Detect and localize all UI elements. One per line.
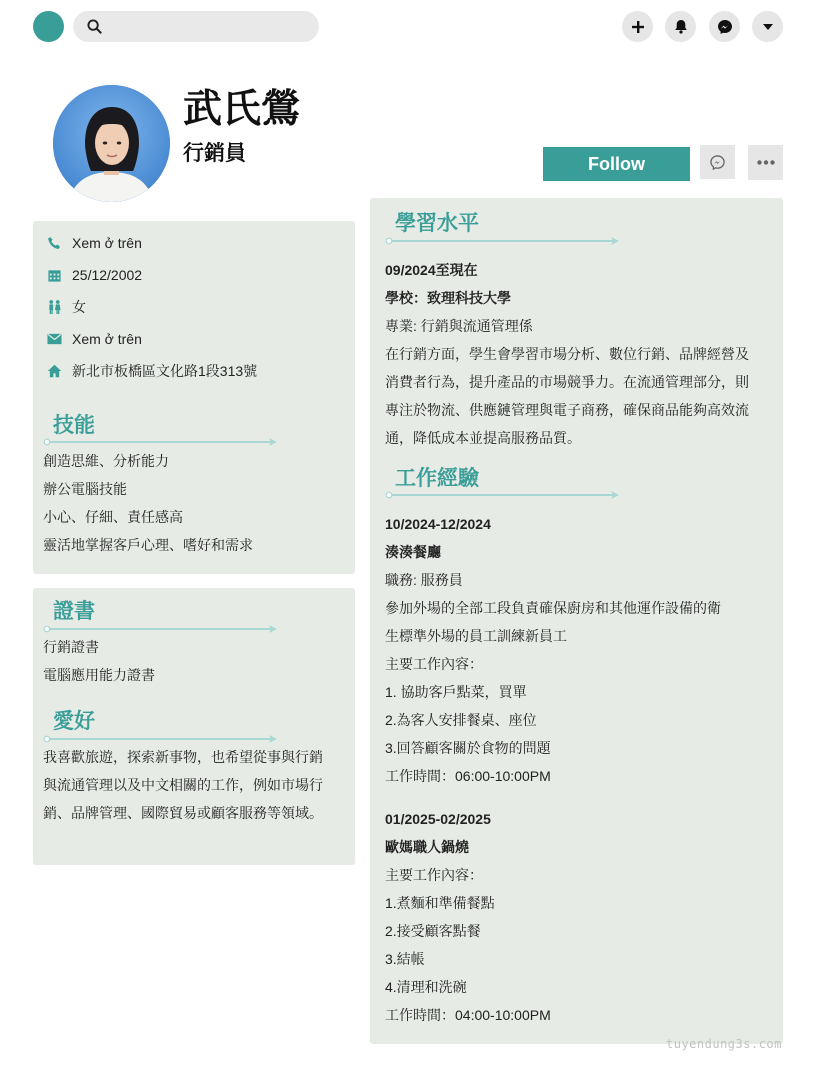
job-line: 職務: 服務員	[385, 572, 463, 588]
hobbies-text: 我喜歡旅遊，探索新事物，也希望從事與行銷與流通管理以及中文相關的工作，例如市場行銷、品牌管理、國際貿易或顧客服務等領域。	[43, 749, 323, 821]
profile-photo	[53, 85, 170, 202]
job-line: 2.為客人安排餐桌、座位	[385, 712, 537, 728]
notifications-button[interactable]	[665, 11, 696, 42]
avatar	[53, 85, 170, 202]
account-menu-button[interactable]	[752, 11, 783, 42]
contact-birthday	[47, 264, 142, 286]
follow-button[interactable]: Follow	[543, 147, 690, 181]
messenger-icon	[710, 155, 725, 170]
gender-icon	[47, 299, 62, 315]
contact-address	[47, 360, 257, 382]
job-company: 歐媽職人鍋燒	[385, 839, 469, 855]
job-line: 1. 協助客戶點菜，買單	[385, 684, 527, 700]
job-line: 3.回答顧客關於食物的問題	[385, 740, 551, 756]
education-experience-panel	[370, 198, 783, 1044]
search-icon	[87, 19, 102, 34]
contact-text: 女	[72, 299, 86, 315]
section-divider	[43, 437, 283, 447]
certificate-item: 電腦應用能力證書	[43, 667, 155, 683]
mail-icon	[47, 333, 62, 345]
plus-icon	[631, 20, 645, 34]
section-divider	[385, 490, 625, 500]
skill-item: 小心、仔細、責任感高	[43, 509, 183, 525]
more-options-button[interactable]	[748, 145, 783, 180]
home-icon	[47, 364, 62, 378]
job-line: 4.清理和洗碗	[385, 979, 467, 995]
certificates-heading: 證書	[53, 600, 95, 623]
education-description: 在行銷方面，學生會學習市場分析、數位行銷、品牌經營及消費者行為，提升產品的市場競爭力。在流通管理部分，則專注於物流、供應鏈管理與電子商務，確保商品能夠高效流通，降低成本並提高服務品質。	[385, 346, 749, 446]
job-line: 主要工作內容：	[385, 867, 483, 883]
job-line: 3.結帳	[385, 951, 425, 967]
logo[interactable]	[33, 11, 64, 42]
message-button[interactable]	[700, 145, 735, 179]
contact-text: Xem ở trên	[72, 235, 142, 251]
create-button[interactable]	[622, 11, 653, 42]
job-line: 2.接受顧客點餐	[385, 923, 481, 939]
profile-title: 行銷員	[183, 142, 246, 165]
skill-item: 靈活地掌握客戶心理、嗜好和需求	[43, 537, 253, 553]
more-icon	[757, 160, 775, 165]
job-company: 湊湊餐廳	[385, 544, 441, 560]
contact-text: 25/12/2002	[72, 267, 143, 283]
phone-icon	[47, 236, 62, 251]
hobbies-heading: 愛好	[53, 710, 95, 733]
skill-item: 辦公電腦技能	[43, 481, 127, 497]
job-line: 參加外場的全部工段負責確保廚房和其他運作設備的衛	[385, 600, 721, 616]
education-school: 學校：致理科技大學	[385, 290, 511, 306]
education-heading: 學習水平	[395, 212, 479, 235]
certificate-item: 行銷證書	[43, 639, 99, 655]
messenger-icon	[717, 19, 733, 35]
section-divider	[385, 236, 625, 246]
job-line: 工作時間：06:00-10:00PM	[385, 768, 551, 784]
calendar-icon	[47, 268, 62, 283]
job-line: 生標準外場的員工訓練新員工	[385, 628, 567, 644]
bell-icon	[674, 19, 688, 34]
contact-text: 新北市板橋區文化路1段313號	[72, 363, 258, 379]
education-major: 專業: 行銷與流通管理係	[385, 318, 533, 334]
skills-heading: 技能	[53, 414, 95, 437]
caret-down-icon	[762, 23, 774, 31]
job-line: 1.煮麵和準備餐點	[385, 895, 495, 911]
job-line: 主要工作內容：	[385, 656, 483, 672]
contact-text: Xem ở trên	[72, 331, 142, 347]
job-period: 10/2024-12/2024	[385, 516, 491, 532]
contact-phone	[47, 232, 142, 254]
contact-email	[47, 328, 142, 350]
job-line: 工作時間：04:00-10:00PM	[385, 1007, 551, 1023]
job-period: 01/2025-02/2025	[385, 811, 491, 827]
education-period: 09/2024至現在	[385, 262, 478, 278]
profile-name: 武氏鶯	[183, 88, 301, 131]
certificates-hobbies-panel	[33, 588, 355, 865]
messenger-button[interactable]	[709, 11, 740, 42]
search-input[interactable]	[73, 11, 319, 42]
experience-heading: 工作經驗	[395, 467, 479, 490]
skill-item: 創造思維、分析能力	[43, 453, 169, 469]
contact-skills-panel	[33, 221, 355, 574]
watermark: tuyendung3s.com	[666, 1037, 782, 1051]
contact-gender	[47, 296, 86, 318]
